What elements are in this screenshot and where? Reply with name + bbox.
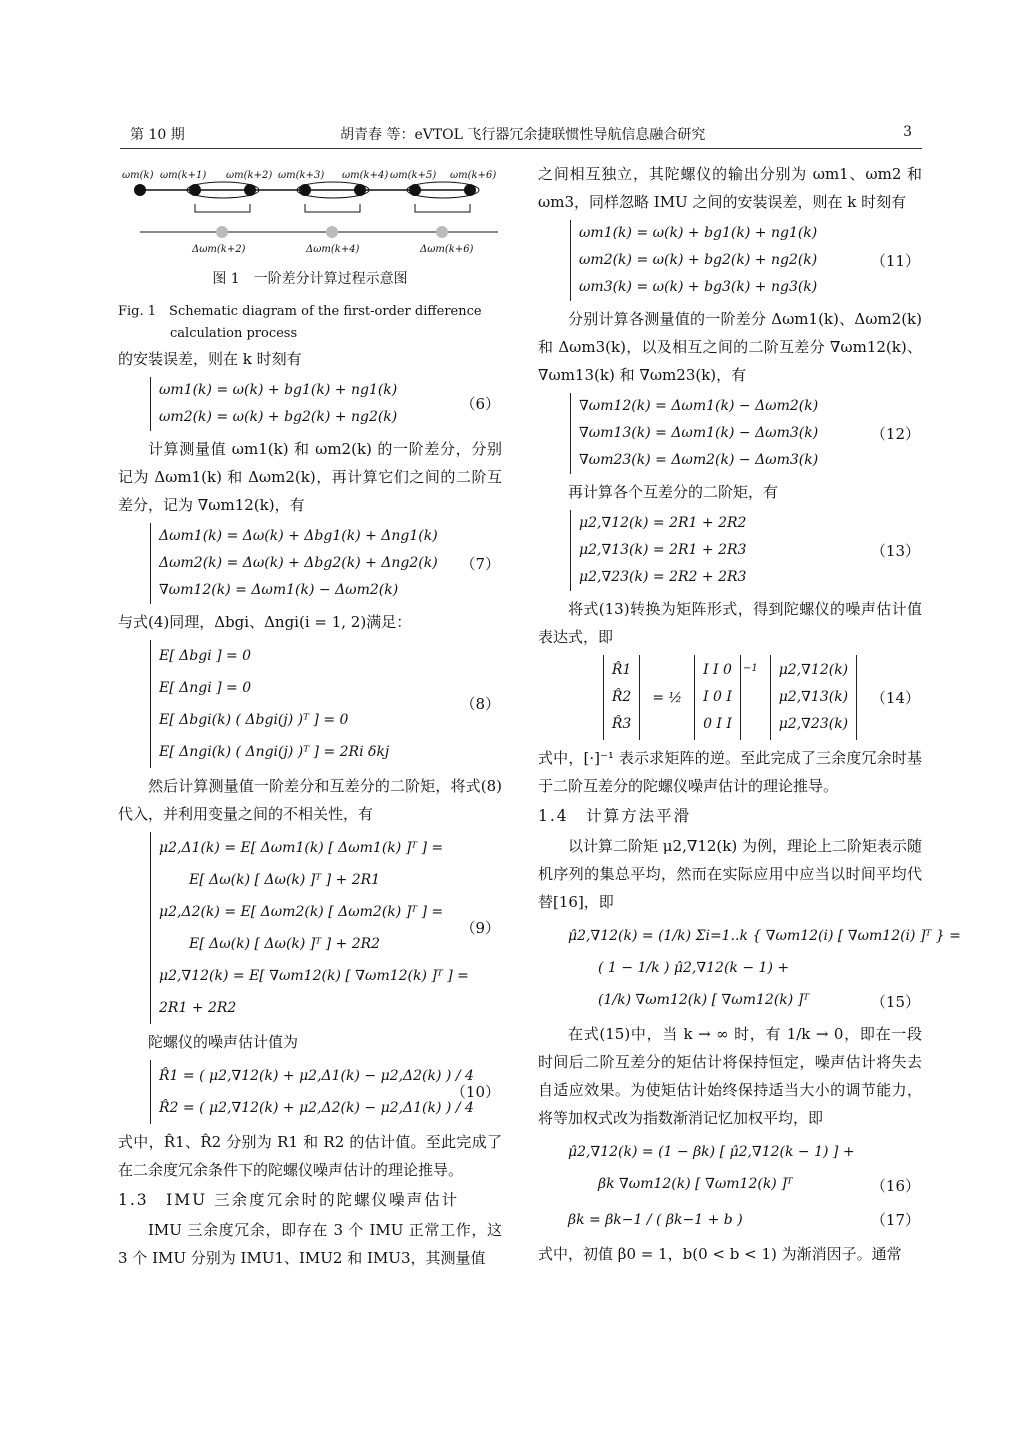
left-column [118,160,502,1272]
equation-line: E[ Δω(k) [ Δω(k) ]ᵀ ] + 2R2 [189,936,381,952]
equation-7 [118,523,502,604]
equation-line: ( 1 − 1/k ) μ̂2,∇12(k − 1) + [598,960,790,976]
section-heading: 1.3 IMU 三余度冗余时的陀螺仪噪声估计 [118,1191,460,1209]
coefficient: = ½ [652,689,683,706]
paragraph: 式中，R̂1、R̂2 分别为 R1 和 R2 的估计值。至此完成了在二余度冗余条件下的陀螺仪噪声估计的理论推导。 [118,1133,502,1179]
figure-caption-zh: 图 1 一阶差分计算过程示意图 [212,271,408,287]
equation-16 [538,1136,922,1200]
paragraph: 以计算二阶矩 μ2,∇12(k) 为例，理论上二阶矩表示随机序列的集总平均，然而在实际应用中应当以时间平均代替[16]，即 [538,837,922,911]
equation-line: μ2,∇23(k) = 2R2 + 2R3 [579,569,747,585]
equation-number: （15） [870,993,920,1011]
equation-number: （17） [870,1211,920,1229]
equation-line: R̂2 = ( μ2,∇12(k) + μ2,Δ2(k) − μ2,Δ1(k) ) / 4 [159,1100,474,1116]
equation-line: βk = βk−1 / ( βk−1 + b ) [568,1212,743,1228]
equation-line: R̂1 = ( μ2,∇12(k) + μ2,Δ1(k) − μ2,Δ2(k) ) / 4 [159,1068,474,1084]
equation-14 [538,655,922,740]
paragraph: IMU 三余度冗余，即存在 3 个 IMU 正常工作，这 3 个 IMU 分别为 IMU1、IMU2 和 IMU3，其测量值 [118,1221,502,1267]
equation-line: μ2,∇13(k) = 2R1 + 2R3 [579,542,747,558]
equation-line: E[ Δbgi(k) ( Δbgi(j) )ᵀ ] = 0 [159,712,349,728]
paragraph: 在式(15)中，当 k → ∞ 时，有 1/k → 0，即在一段时间后二阶互差分的矩估计将保持恒定，噪声估计将失去自适应效果。为使矩估计始终保持适当大小的调节能力，将等加权式改为指数渐消记忆加权平均，即 [538,1025,922,1127]
node-k1 [189,184,201,196]
paragraph: 再计算各个互差分的二阶矩，有 [568,483,779,501]
paragraph: 陀螺仪的噪声估计值为 [148,1033,299,1051]
paragraph: 式中，[·]⁻¹ 表示求矩阵的逆。至此完成了三余度冗余时基于二阶互差分的陀螺仪噪声估计的理论推导。 [538,749,922,795]
equation-number: （9） [460,919,500,937]
right-column [538,160,961,1268]
equation-line: E[ Δngi ] = 0 [159,680,252,696]
node-label-5: ωm(k+5) [390,170,437,181]
issue-label: 第 10 期 [130,127,185,143]
node-label-1: ωm(k+1) [160,170,207,181]
equation-number: （6） [460,395,500,413]
inverse-exponent: −1 [742,663,758,674]
paragraph: 将式(13)转换为矩阵形式，得到陀螺仪的噪声估计值表达式，即 [538,600,922,646]
equation-line: ωm2(k) = ω(k) + bg2(k) + ng2(k) [579,252,818,268]
equation-line: E[ Δngi(k) ( Δngi(j) )ᵀ ] = 2Ri δkj [159,744,390,760]
diff-node-k4 [326,226,338,238]
paragraph: 的安装误差，则在 k 时刻有 [118,350,302,368]
equation-line: ∇ωm23(k) = Δωm2(k) − Δωm3(k) [579,452,819,468]
matrix-iio: I I 0 I 0 I 0 I I [694,655,741,740]
equation-line: ∇ωm12(k) = Δωm1(k) − Δωm2(k) [579,398,819,414]
node-label-2: ωm(k+2) [226,170,273,181]
equation-line: ωm1(k) = ω(k) + bg1(k) + ng1(k) [579,225,818,241]
header-rule [120,148,922,149]
page-number: 3 [903,124,912,140]
equation-number: （7） [460,554,500,573]
equation-line: μ2,Δ1(k) = E[ Δωm1(k) [ Δωm1(k) ]ᵀ ] = [159,840,444,856]
paragraph: 与式(4)同理，Δbgi、Δngi(i = 1, 2)满足： [118,613,412,631]
equation-6 [118,377,502,431]
paragraph: 式中，初值 β0 = 1，b(0 < b < 1) 为渐消因子。通常 [538,1245,902,1263]
equation-line: (1/k) ∇ωm12(k) [ ∇ωm12(k) ]ᵀ [598,992,810,1008]
equation-line: μ2,∇12(k) = E[ ∇ωm12(k) [ ∇ωm12(k) ]ᵀ ] = [159,968,469,984]
equation-17 [538,1204,922,1236]
equation-number: （12） [870,424,920,443]
equation-line: μ2,∇12(k) = 2R1 + 2R2 [579,515,747,531]
equation-number: （14） [870,688,920,707]
diff-node-k6 [436,226,448,238]
figure-1 [118,160,502,295]
equation-line: E[ Δω(k) [ Δω(k) ]ᵀ ] + 2R1 [189,872,381,888]
equation-number: （10） [450,1083,500,1101]
paragraph: 然后计算测量值一阶差分和互差分的二阶矩，将式(8)代入，并利用变量之间的不相关性，有 [118,777,502,823]
node-label-4: ωm(k+4) [342,170,389,181]
equation-line: Δωm1(k) = Δω(k) + Δbg1(k) + Δng1(k) [159,528,438,544]
matrix-rhs: μ2,∇12(k) μ2,∇13(k) μ2,∇23(k) [770,655,857,740]
running-title: 胡青春 等：eVTOL 飞行器冗余捷联惯性导航信息融合研究 [340,127,706,143]
diff-node-k2 [216,226,228,238]
node-k3 [299,184,311,196]
equation-line: μ̂2,∇12(k) = (1/k) Σi=1..k { ∇ωm12(i) [ ∇ωm12(i) ]ᵀ } = [568,928,961,944]
page-header [120,124,922,148]
figure-caption-en: Fig. 1 Schematic diagram of the first-order difference calculation process [118,304,482,341]
equation-line: ωm1(k) = ω(k) + bg1(k) + ng1(k) [159,382,398,398]
equation-line: E[ Δbgi ] = 0 [159,648,252,664]
equation-13 [538,510,922,591]
node-k5 [409,184,421,196]
equation-number: （8） [460,695,500,713]
node-label-6: ωm(k+6) [450,170,497,181]
section-heading: 1.4 计算方法平滑 [538,807,692,825]
equation-number: （13） [870,541,920,560]
equation-line: 2R1 + 2R2 [159,1000,237,1016]
equation-line: ωm2(k) = ω(k) + bg2(k) + ng2(k) [159,409,398,425]
equation-8 [118,640,502,768]
equation-line: ωm3(k) = ω(k) + bg3(k) + ng3(k) [579,279,818,295]
equation-line: ∇ωm12(k) = Δωm1(k) − Δωm2(k) [159,582,399,598]
node-label-0: ωm(k) [122,170,154,181]
diff-label-1: Δωm(k+4) [306,244,360,255]
node-k [134,184,146,196]
paragraph: 之间相互独立，其陀螺仪的输出分别为 ωm1、ωm2 和 ωm3，同样忽略 IMU 之间的安装误差，则在 k 时刻有 [538,165,922,211]
paragraph: 计算测量值 ωm1(k) 和 ωm2(k) 的一阶差分，分别记为 Δωm1(k) 和 Δωm2(k)，再计算它们之间的二阶互差分，记为 ∇ωm12(k)，有 [118,440,502,514]
equation-10 [118,1060,502,1124]
equation-number: （16） [870,1177,920,1195]
equation-line: βk ∇ωm12(k) [ ∇ωm12(k) ]ᵀ [598,1176,793,1192]
equation-line: μ2,Δ2(k) = E[ Δωm2(k) [ Δωm2(k) ]ᵀ ] = [159,904,444,920]
difference-diagram [118,160,502,260]
equation-line: ∇ωm13(k) = Δωm1(k) − Δωm3(k) [579,425,819,441]
equation-line: μ̂2,∇12(k) = (1 − βk) [ μ̂2,∇12(k − 1) ] + [568,1144,855,1160]
matrix-lhs: R̂1 R̂2 R̂3 [603,655,640,740]
equation-9 [118,832,502,1024]
equation-15 [538,920,961,1016]
diff-label-0: Δωm(k+2) [192,244,246,255]
diff-label-2: Δωm(k+6) [420,244,474,255]
equation-line: Δωm2(k) = Δω(k) + Δbg2(k) + Δng2(k) [159,555,438,571]
node-label-3: ωm(k+3) [278,170,325,181]
paragraph: 分别计算各测量值的一阶差分 Δωm1(k)、Δωm2(k) 和 Δωm3(k)，以及相互之间的二阶互差分 ∇ωm12(k)、∇ωm13(k) 和 ∇ωm23(k)，有 [538,310,922,384]
equation-11 [538,220,922,301]
equation-12 [538,393,922,474]
equation-number: （11） [870,251,920,270]
